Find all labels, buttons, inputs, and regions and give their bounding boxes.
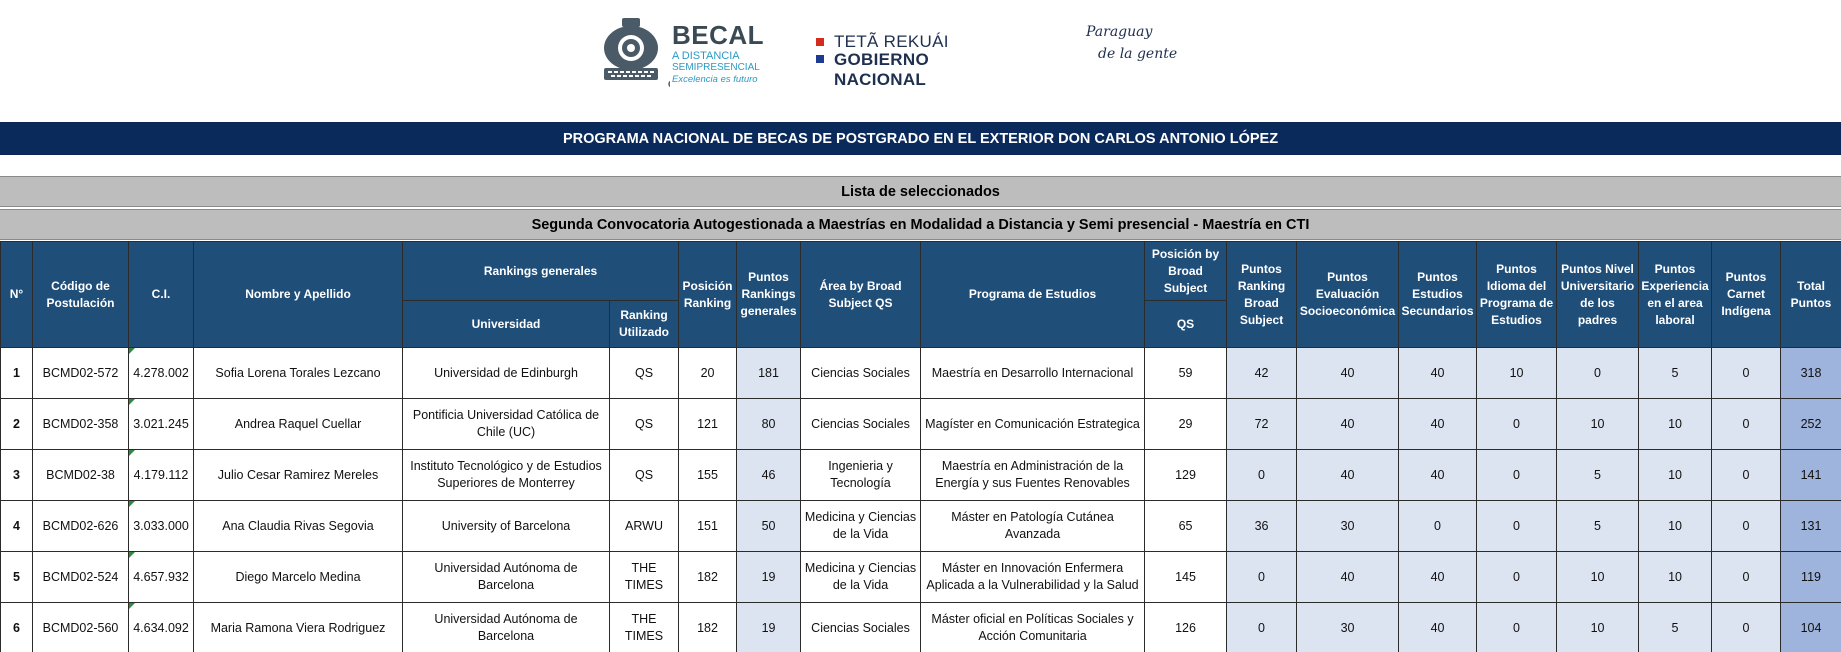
becal-emblem-icon bbox=[600, 16, 670, 90]
table-row bbox=[1, 399, 1841, 450]
puntos-socio-cell: 40 bbox=[1297, 399, 1399, 450]
total-cell: 131 bbox=[1781, 501, 1841, 552]
codigo-cell: BCMD02-560 bbox=[33, 603, 129, 652]
row-number: 2 bbox=[1, 399, 33, 450]
area-cell: Ciencias Sociales bbox=[801, 399, 921, 450]
ci-cell: 3.021.245 bbox=[129, 399, 194, 450]
ci-cell: 4.278.002 bbox=[129, 348, 194, 399]
universidad-cell: Universidad Autónoma de Barcelona bbox=[403, 552, 610, 603]
programa-cell: Máster oficial en Políticas Sociales y Acción Comunitaria bbox=[921, 603, 1145, 652]
programa-cell: Máster en Patología Cutánea Avanzada bbox=[921, 501, 1145, 552]
area-cell: Ingenieria y Tecnología bbox=[801, 450, 921, 501]
puntos-broad-cell: 0 bbox=[1227, 603, 1297, 652]
puntos-carnet-cell: 0 bbox=[1712, 348, 1781, 399]
gobierno-logo bbox=[816, 32, 1026, 89]
header-ranking-utilizado: Ranking Utilizado bbox=[610, 301, 679, 348]
program-banner: PROGRAMA NACIONAL DE BECAS DE POSTGRADO EN EL EXTERIOR DON CARLOS ANTONIO LÓPEZ bbox=[0, 122, 1841, 155]
becal-tagline: Excelencia es futuro bbox=[672, 74, 758, 85]
ci-cell: 4.657.932 bbox=[129, 552, 194, 603]
ci-cell: 4.634.092 bbox=[129, 603, 194, 652]
header-posicion-broad: Posición by Broad Subject bbox=[1145, 242, 1227, 301]
codigo-cell: BCMD02-572 bbox=[33, 348, 129, 399]
puntos-socio-cell: 40 bbox=[1297, 348, 1399, 399]
puntos-experiencia-cell: 10 bbox=[1639, 501, 1712, 552]
header-codigo: Código de Postulación bbox=[33, 242, 129, 348]
puntos-rankings-cell: 181 bbox=[737, 348, 801, 399]
puntos-idioma-cell: 0 bbox=[1477, 450, 1557, 501]
puntos-broad-cell: 0 bbox=[1227, 450, 1297, 501]
nombre-cell: Sofia Lorena Torales Lezcano bbox=[194, 348, 403, 399]
puntos-broad-cell: 42 bbox=[1227, 348, 1297, 399]
puntos-carnet-cell: 0 bbox=[1712, 450, 1781, 501]
codigo-cell: BCMD02-358 bbox=[33, 399, 129, 450]
posicion-ranking-cell: 182 bbox=[679, 552, 737, 603]
row-number: 3 bbox=[1, 450, 33, 501]
puntos-experiencia-cell: 5 bbox=[1639, 603, 1712, 652]
ranking-utilizado-cell: THE TIMES bbox=[610, 552, 679, 603]
header-puntos-padres: Puntos Nivel Universitario de los padres bbox=[1557, 242, 1639, 348]
total-cell: 141 bbox=[1781, 450, 1841, 501]
qs-cell: 129 bbox=[1145, 450, 1227, 501]
gobierno-line-2: GOBIERNO NACIONAL bbox=[834, 50, 929, 89]
puntos-broad-cell: 36 bbox=[1227, 501, 1297, 552]
selected-table bbox=[0, 241, 1841, 652]
universidad-cell: Instituto Tecnológico y de Estudios Superiores de Monterrey bbox=[403, 450, 610, 501]
becal-logo bbox=[600, 16, 765, 90]
puntos-rankings-cell: 46 bbox=[737, 450, 801, 501]
posicion-ranking-cell: 182 bbox=[679, 603, 737, 652]
puntos-carnet-cell: 0 bbox=[1712, 399, 1781, 450]
header-ci: C.I. bbox=[129, 242, 194, 348]
header-puntos-rankings: Puntos Rankings generales bbox=[737, 242, 801, 348]
universidad-cell: Universidad de Edinburgh bbox=[403, 348, 610, 399]
paraguay-line-1: Paraguay bbox=[1086, 24, 1153, 40]
becal-subtitle-2: SEMIPRESENCIAL bbox=[672, 62, 760, 73]
header-programa: Programa de Estudios bbox=[921, 242, 1145, 348]
puntos-broad-cell: 72 bbox=[1227, 399, 1297, 450]
puntos-experiencia-cell: 10 bbox=[1639, 450, 1712, 501]
puntos-idioma-cell: 10 bbox=[1477, 348, 1557, 399]
posicion-ranking-cell: 155 bbox=[679, 450, 737, 501]
qs-cell: 29 bbox=[1145, 399, 1227, 450]
header-puntos-experiencia: Puntos Experiencia en el area laboral bbox=[1639, 242, 1712, 348]
blue-square-icon bbox=[816, 55, 824, 63]
programa-cell: Magíster en Comunicación Estrategica bbox=[921, 399, 1145, 450]
logo-strip bbox=[0, 0, 1841, 122]
puntos-idioma-cell: 0 bbox=[1477, 552, 1557, 603]
puntos-socio-cell: 40 bbox=[1297, 450, 1399, 501]
codigo-cell: BCMD02-38 bbox=[33, 450, 129, 501]
puntos-experiencia-cell: 10 bbox=[1639, 552, 1712, 603]
total-cell: 119 bbox=[1781, 552, 1841, 603]
ranking-utilizado-cell: QS bbox=[610, 399, 679, 450]
paraguay-logo bbox=[1082, 24, 1192, 74]
puntos-carnet-cell: 0 bbox=[1712, 603, 1781, 652]
area-cell: Ciencias Sociales bbox=[801, 348, 921, 399]
puntos-experiencia-cell: 10 bbox=[1639, 399, 1712, 450]
posicion-ranking-cell: 121 bbox=[679, 399, 737, 450]
list-title: Lista de seleccionados bbox=[0, 176, 1841, 207]
total-cell: 318 bbox=[1781, 348, 1841, 399]
table-row bbox=[1, 450, 1841, 501]
nombre-cell: Andrea Raquel Cuellar bbox=[194, 399, 403, 450]
call-title: Segunda Convocatoria Autogestionada a Maestrías en Modalidad a Distancia y Semi presencial - Maestría en CTI bbox=[0, 209, 1841, 240]
header-qs: QS bbox=[1145, 301, 1227, 348]
nombre-cell: Julio Cesar Ramirez Mereles bbox=[194, 450, 403, 501]
area-cell: Medicina y Ciencias de la Vida bbox=[801, 552, 921, 603]
puntos-secundarios-cell: 40 bbox=[1399, 348, 1477, 399]
becal-title: BECAL bbox=[672, 20, 765, 50]
qs-cell: 65 bbox=[1145, 501, 1227, 552]
puntos-carnet-cell: 0 bbox=[1712, 552, 1781, 603]
row-number: 5 bbox=[1, 552, 33, 603]
row-number: 6 bbox=[1, 603, 33, 652]
puntos-idioma-cell: 0 bbox=[1477, 399, 1557, 450]
header-universidad: Universidad bbox=[403, 301, 610, 348]
table-row bbox=[1, 348, 1841, 399]
area-cell: Medicina y Ciencias de la Vida bbox=[801, 501, 921, 552]
header-total: Total Puntos bbox=[1781, 242, 1841, 348]
header-num: N° bbox=[1, 242, 33, 348]
codigo-cell: BCMD02-626 bbox=[33, 501, 129, 552]
table-row bbox=[1, 552, 1841, 603]
puntos-padres-cell: 10 bbox=[1557, 552, 1639, 603]
puntos-rankings-cell: 19 bbox=[737, 603, 801, 652]
nombre-cell: Maria Ramona Viera Rodriguez bbox=[194, 603, 403, 652]
puntos-socio-cell: 30 bbox=[1297, 501, 1399, 552]
posicion-ranking-cell: 20 bbox=[679, 348, 737, 399]
qs-cell: 59 bbox=[1145, 348, 1227, 399]
puntos-carnet-cell: 0 bbox=[1712, 501, 1781, 552]
puntos-secundarios-cell: 40 bbox=[1399, 450, 1477, 501]
row-number: 1 bbox=[1, 348, 33, 399]
header-area: Área by Broad Subject QS bbox=[801, 242, 921, 348]
puntos-padres-cell: 10 bbox=[1557, 399, 1639, 450]
header-nombre: Nombre y Apellido bbox=[194, 242, 403, 348]
puntos-rankings-cell: 50 bbox=[737, 501, 801, 552]
posicion-ranking-cell: 151 bbox=[679, 501, 737, 552]
table-row bbox=[1, 603, 1841, 652]
ranking-utilizado-cell: QS bbox=[610, 450, 679, 501]
area-cell: Ciencias Sociales bbox=[801, 603, 921, 652]
puntos-padres-cell: 5 bbox=[1557, 501, 1639, 552]
row-number: 4 bbox=[1, 501, 33, 552]
red-square-icon bbox=[816, 38, 824, 46]
total-cell: 104 bbox=[1781, 603, 1841, 652]
puntos-padres-cell: 10 bbox=[1557, 603, 1639, 652]
ranking-utilizado-cell: ARWU bbox=[610, 501, 679, 552]
universidad-cell: Universidad Autónoma de Barcelona bbox=[403, 603, 610, 652]
header-rankings-generales: Rankings generales bbox=[403, 242, 679, 301]
qs-cell: 126 bbox=[1145, 603, 1227, 652]
total-cell: 252 bbox=[1781, 399, 1841, 450]
puntos-rankings-cell: 80 bbox=[737, 399, 801, 450]
universidad-cell: Pontificia Universidad Católica de Chile (UC) bbox=[403, 399, 610, 450]
header-puntos-socio: Puntos Evaluación Socioeconómica bbox=[1297, 242, 1399, 348]
paraguay-line-2: de la gente bbox=[1098, 46, 1178, 62]
puntos-socio-cell: 30 bbox=[1297, 603, 1399, 652]
puntos-secundarios-cell: 40 bbox=[1399, 399, 1477, 450]
puntos-padres-cell: 0 bbox=[1557, 348, 1639, 399]
puntos-broad-cell: 0 bbox=[1227, 552, 1297, 603]
qs-cell: 145 bbox=[1145, 552, 1227, 603]
codigo-cell: BCMD02-524 bbox=[33, 552, 129, 603]
ci-cell: 4.179.112 bbox=[129, 450, 194, 501]
programa-cell: Maestría en Desarrollo Internacional bbox=[921, 348, 1145, 399]
puntos-secundarios-cell: 40 bbox=[1399, 603, 1477, 652]
puntos-experiencia-cell: 5 bbox=[1639, 348, 1712, 399]
ranking-utilizado-cell: THE TIMES bbox=[610, 603, 679, 652]
programa-cell: Máster en Innovación Enfermera Aplicada a la Vulnerabilidad y la Salud bbox=[921, 552, 1145, 603]
header-puntos-broad: Puntos Ranking Broad Subject bbox=[1227, 242, 1297, 348]
universidad-cell: University of Barcelona bbox=[403, 501, 610, 552]
puntos-rankings-cell: 19 bbox=[737, 552, 801, 603]
puntos-idioma-cell: 0 bbox=[1477, 603, 1557, 652]
nombre-cell: Ana Claudia Rivas Segovia bbox=[194, 501, 403, 552]
header-posicion-ranking: Posición Ranking bbox=[679, 242, 737, 348]
ci-cell: 3.033.000 bbox=[129, 501, 194, 552]
table-row bbox=[1, 501, 1841, 552]
header-puntos-idioma: Puntos Idioma del Programa de Estudios bbox=[1477, 242, 1557, 348]
puntos-secundarios-cell: 0 bbox=[1399, 501, 1477, 552]
becal-subtitle-1: A DISTANCIA bbox=[672, 50, 740, 62]
puntos-idioma-cell: 0 bbox=[1477, 501, 1557, 552]
ranking-utilizado-cell: QS bbox=[610, 348, 679, 399]
puntos-padres-cell: 5 bbox=[1557, 450, 1639, 501]
programa-cell: Maestría en Administración de la Energía y sus Fuentes Renovables bbox=[921, 450, 1145, 501]
nombre-cell: Diego Marcelo Medina bbox=[194, 552, 403, 603]
header-puntos-secundarios: Puntos Estudios Secundarios bbox=[1399, 242, 1477, 348]
puntos-secundarios-cell: 40 bbox=[1399, 552, 1477, 603]
header-puntos-carnet: Puntos Carnet Indígena bbox=[1712, 242, 1781, 348]
puntos-socio-cell: 40 bbox=[1297, 552, 1399, 603]
gobierno-line-1: TETÃ REKUÁI bbox=[834, 32, 949, 51]
